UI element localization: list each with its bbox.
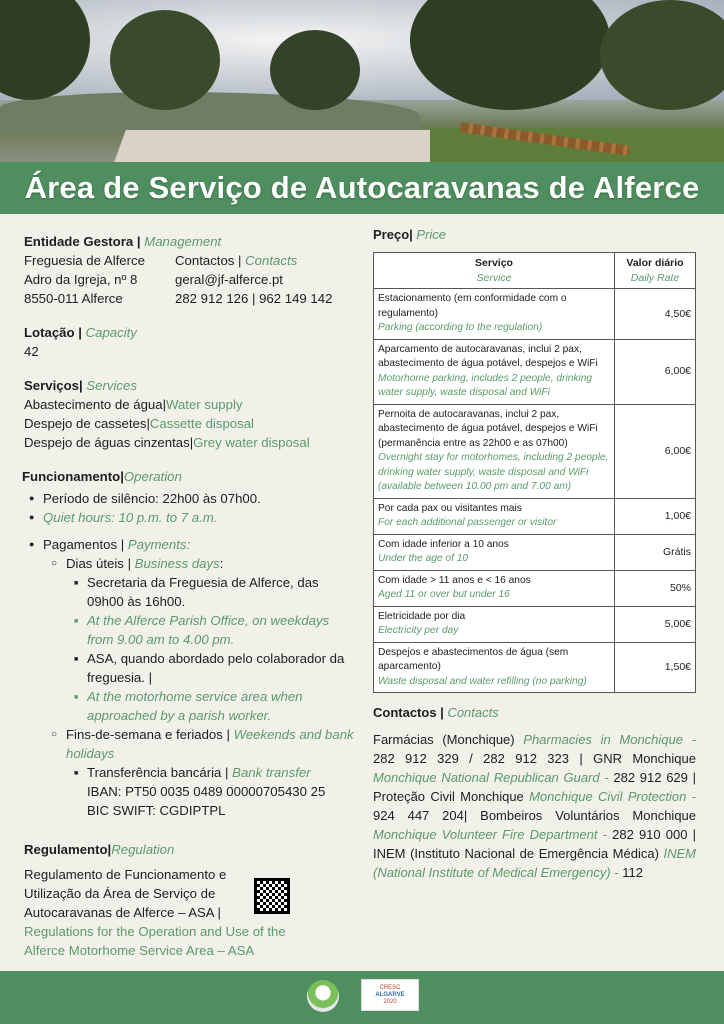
regulation-heading: Regulamento|Regulation <box>24 842 175 857</box>
price-service: Com idade > 11 anos e < 16 anos Aged 11 or over but under 16 <box>374 570 615 606</box>
payments: ● Pagamentos | Payments: ○ Dias úteis | Business days: ■ Secretaria da Freguesia de Alferce, das 09h00 às 16h00. ■ At the Alferce Parish Office, on weekdays from 9.00 am to 4.00 pm. ■ ASA, quando abordado pelo colaborador da freguesia. | ■ At the motorhome service area when approached by a parish worker. ○ Fins-de-semana e feriados | Weekends and bank holidays ■ Transferência bancária | Bank transfer IBAN: PT50 0035 0489 00000705430 25 BIC SWIFT: CGDIPTPL <box>22 535 354 820</box>
price-row <box>374 289 696 340</box>
address-line: Freguesia de Alferce <box>24 253 145 268</box>
price-service: Com idade inferior a 10 anos Under the age of 10 <box>374 534 615 570</box>
regulation-text: Regulamento de Funcionamento e Utilização da Área de Serviço de Autocaravanas de Alferce – ASA | <box>24 867 227 920</box>
price-heading: Preço| Price <box>373 227 447 242</box>
business-days: ○ Dias úteis | Business days: ■ Secretaria da Freguesia de Alferce, das 09h00 às 16h00. ■ At the Alferce Parish Office, on weekdays from 9.00 am to 4.00 pm. ■ ASA, quando abordado pelo colaborador da freguesia. | ■ At the motorhome service area when approached by a parish worker. <box>43 554 354 725</box>
regulation-section <box>24 840 354 960</box>
office-hours: ■ Secretaria da Freguesia de Alferce, das 09h00 às 16h00. <box>66 573 354 611</box>
price-value: 1,00€ <box>615 498 696 534</box>
contacts-label: Contactos | Contacts <box>175 253 298 268</box>
emergency-contacts: Farmácias (Monchique) Pharmacies in Monchique - 282 912 329 / 282 912 323 | GNR Monchique Monchique National Republican Guard - 282 912 629 | Proteção Civil Monchique Monchique Civil Protection - 924 447 204| Bombeiros Voluntários Monchique Monchique Volunteer Fire Department - 282 910 000 | INEM (Instituto Nacional de Emergência Médica) INEM (National Institute of Medical Emergency) - 112 <box>373 732 697 880</box>
quiet-hours: ● Período de silêncio: 22h00 às 07h00. <box>22 489 354 508</box>
capacity-section <box>24 323 354 361</box>
price-value: 50% <box>615 570 696 606</box>
quiet-hours-en: ● Quiet hours: 10 p.m. to 7 a.m. <box>22 508 354 527</box>
price-row <box>374 570 696 606</box>
price-value: 6,00€ <box>615 339 696 404</box>
price-row <box>374 339 696 404</box>
title-band <box>0 162 724 214</box>
col-rate: Valor diário Daily Rate <box>615 253 696 289</box>
office-hours-en: ■ At the Alferce Parish Office, on weekdays from 9.00 am to 4.00 pm. <box>66 611 354 649</box>
weekends: ○ Fins-de-semana e feriados | Weekends and bank holidays ■ Transferência bancária | Bank transfer IBAN: PT50 0035 0489 00000705430 25 BIC SWIFT: CGDIPTPL <box>43 725 354 820</box>
services-section <box>24 376 354 452</box>
asa-payment: ■ ASA, quando abordado pelo colaborador da freguesia. | <box>66 649 354 687</box>
price-table <box>373 252 696 693</box>
cresc-algarve-logo-icon: CRESC ALGARVE 2020 <box>361 979 419 1011</box>
price-value: 6,00€ <box>615 404 696 498</box>
price-service: Por cada pax ou visitantes mais For each additional passenger or visitor <box>374 498 615 534</box>
price-value: 4,50€ <box>615 289 696 340</box>
qr-code-icon[interactable] <box>254 878 290 914</box>
price-value: 1,50€ <box>615 642 696 693</box>
asa-payment-en: ■ At the motorhome service area when approached by a parish worker. <box>66 687 354 725</box>
email-link[interactable]: geral@jf-alferce.pt <box>175 272 283 287</box>
operation-heading: Funcionamento|Operation <box>22 469 182 484</box>
price-service: Estacionamento (em conformidade com o regulamento) Parking (according to the regulation) <box>374 289 615 340</box>
price-service: Eletricidade por dia Electricity per day <box>374 606 615 642</box>
bank-transfer: ■ Transferência bancária | Bank transfer IBAN: PT50 0035 0489 00000705430 25 BIC SWIFT: CGDIPTPL <box>66 763 354 820</box>
price-service: Aparcamento de autocaravanas, inclui 2 pax, abastecimento de água potável, despejos e WiFi Motorhome parking, includes 2 people, drinking water supply, waste disposal and WiFi <box>374 339 615 404</box>
phone-numbers: 282 912 126 | 962 149 142 <box>175 291 333 306</box>
right-column <box>373 225 696 882</box>
price-value: Grátis <box>615 534 696 570</box>
capacity-value: 42 <box>24 344 39 359</box>
regulation-link[interactable]: Regulations for the Operation and Use of the Alferce Motorhome Service Area – ASA <box>24 924 286 958</box>
contacts-heading: Contactos | Contacts <box>373 705 499 720</box>
price-row <box>374 498 696 534</box>
bic: BIC SWIFT: CGDIPTPL <box>87 803 226 818</box>
service-item: Despejo de cassetes|Cassette disposal <box>24 416 254 431</box>
service-item: Abastecimento de água|Water supply <box>24 397 243 412</box>
price-service: Pernoita de autocaravanas, inclui 2 pax, abastecimento de água potável, despejos e WiFi (permanência entre as 22h00 e as 07h00) Overnight stay for motorhomes, including 2 people, drinking water supply, waste disposal and WiFi (available between 10.00 pm and 7.00 am) <box>374 404 615 498</box>
header-photo <box>0 0 724 162</box>
iban: IBAN: PT50 0035 0489 00000705430 25 <box>87 784 326 799</box>
price-row <box>374 606 696 642</box>
left-column <box>24 232 354 975</box>
management-section <box>24 232 354 308</box>
address-line: Adro da Igreja, nº 8 <box>24 272 138 287</box>
price-service: Despejos e abastecimentos de água (sem aparcamento) Waste disposal and water refilling (no parking) <box>374 642 615 693</box>
page-title: Área de Serviço de Autocaravanas de Alferce <box>24 170 700 205</box>
operation-section <box>22 467 354 820</box>
address-line: 8550-011 Alferce <box>24 291 123 306</box>
management-heading: Entidade Gestora | Management <box>24 234 222 249</box>
price-row <box>374 404 696 498</box>
service-item: Despejo de águas cinzentas|Grey water disposal <box>24 435 310 450</box>
price-value: 5,00€ <box>615 606 696 642</box>
parish-logo-icon <box>307 980 339 1012</box>
col-service: Serviço Service <box>374 253 615 289</box>
price-row <box>374 534 696 570</box>
services-heading: Serviços| Services <box>24 378 137 393</box>
capacity-heading: Lotação | Capacity <box>24 325 137 340</box>
price-row <box>374 642 696 693</box>
